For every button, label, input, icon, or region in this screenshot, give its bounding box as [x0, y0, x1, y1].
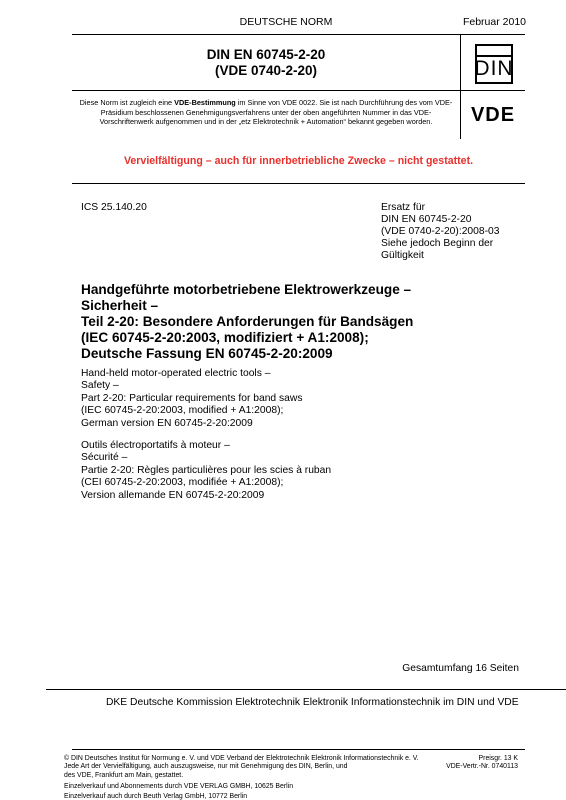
din-logo-cell — [460, 35, 525, 91]
din-logo — [475, 44, 513, 84]
total-pages: Gesamtumfang 16 Seiten — [402, 663, 519, 674]
english-title-line: Safety – — [81, 380, 119, 392]
french-title-line: (CEI 60745-2-20:2003, modifiée + A1:2008); — [81, 477, 284, 489]
standard-number-line2: (VDE 0740-2-20) — [214, 63, 318, 78]
vde-logo: VDE — [470, 103, 516, 126]
document-header — [46, 12, 526, 32]
vde-notice-text — [72, 98, 460, 127]
copyright-line2: Jede Art der Vervielfältigung, auch auszugsweise, nur mit Genehmigung des DIN, Berlin, und — [64, 763, 348, 771]
english-title-line: German version EN 60745-2-20:2009 — [81, 417, 253, 429]
english-title-line: Part 2-20: Particular requirements for band saws — [81, 392, 303, 404]
copyright-line1: © DIN Deutsches Institut für Normung e. V. und VDE Verband der Elektrotechnik Elektronik Informationstechnik e. V. — [64, 755, 419, 762]
price-info — [446, 755, 518, 772]
sales-line1: Einzelverkauf und Abonnements durch VDE VERLAG GMBH, 10625 Berlin — [64, 783, 294, 790]
ics-code: ICS 25.140.20 — [81, 202, 147, 213]
standard-number — [72, 47, 460, 79]
vde-notice-post: im Sinne von VDE 0022. Sie ist nach Durchführung des vom VDE-Präsidium beschlossenen Genehmigungsverfahrens unter der oben angeführten Nummer in das VDE-Vorschriftenwerk aufgenommen und in der „etz Elektrotechnik + Automation“ bekannt gegeben worden. — [99, 98, 453, 127]
english-title-line: (IEC 60745-2-20:2003, modified + A1:2008); — [81, 405, 284, 417]
sales-line2: Einzelverkauf auch durch Beuth Verlag GmbH, 10772 Berlin — [64, 792, 248, 800]
german-title-line: (IEC 60745-2-20:2003, modifiziert + A1:2008); — [81, 330, 369, 345]
vde-logo-cell — [460, 91, 525, 139]
standard-number-row — [72, 35, 525, 91]
english-title — [81, 368, 521, 430]
french-title-line: Outils électroportatifs à moteur – — [81, 440, 230, 451]
german-title-line: Teil 2-20: Besondere Anforderungen für Bandsägen — [81, 314, 414, 329]
french-title — [81, 440, 521, 502]
title-block — [72, 34, 525, 184]
sales-info — [64, 782, 293, 800]
dke-label: DKE Deutsche Kommission Elektrotechnik Elektronik Informationstechnik im DIN und VDE — [106, 697, 519, 708]
german-title-line: Deutsche Fassung EN 60745-2-20:2009 — [81, 346, 333, 361]
replacement-line4: Siehe jedoch Beginn der Gültigkeit — [381, 238, 494, 261]
vde-notice-pre: Diese Norm ist zugleich eine — [79, 98, 175, 107]
footer-divider — [72, 749, 525, 750]
publication-date: Februar 2010 — [462, 16, 526, 28]
din-logo-text: DIN — [474, 57, 514, 80]
english-title-line: Hand-held motor-operated electric tools – — [81, 368, 271, 379]
french-title-line: Sécurité – — [81, 452, 128, 464]
french-title-line: Partie 2-20: Règles particulières pour les scies à ruban — [81, 464, 332, 476]
replacement-line2: DIN EN 60745-2-20 — [381, 214, 472, 225]
norm-type-label: DEUTSCHE NORM — [239, 16, 333, 28]
copyright-notice — [64, 755, 459, 780]
replacement-info — [381, 202, 526, 262]
german-title-line: Handgeführte motorbetriebene Elektrowerkzeuge – — [81, 282, 412, 297]
vde-notice-bold: VDE-Bestimmung — [174, 98, 236, 107]
german-title-line: Sicherheit – — [81, 298, 159, 313]
standard-number-line1: DIN EN 60745-2-20 — [206, 47, 326, 62]
replacement-line3: (VDE 0740-2-20):2008-03 — [381, 226, 500, 237]
french-title-line: Version allemande EN 60745-2-20:2009 — [81, 489, 265, 501]
vde-notice-row — [72, 91, 525, 139]
reproduction-notice: Vervielfältigung – auch für innerbetriebliche Zwecke – nicht gestattet. — [123, 155, 474, 167]
order-number: VDE-Vertr.-Nr. 0740113 — [446, 763, 518, 771]
replacement-line1: Ersatz für — [381, 202, 426, 213]
price-group: Preisgr. 13 K — [478, 755, 518, 762]
german-title — [81, 282, 521, 362]
document-page — [46, 12, 526, 800]
copyright-line3: des VDE, Frankfurt am Main, gestattet. — [64, 771, 184, 779]
